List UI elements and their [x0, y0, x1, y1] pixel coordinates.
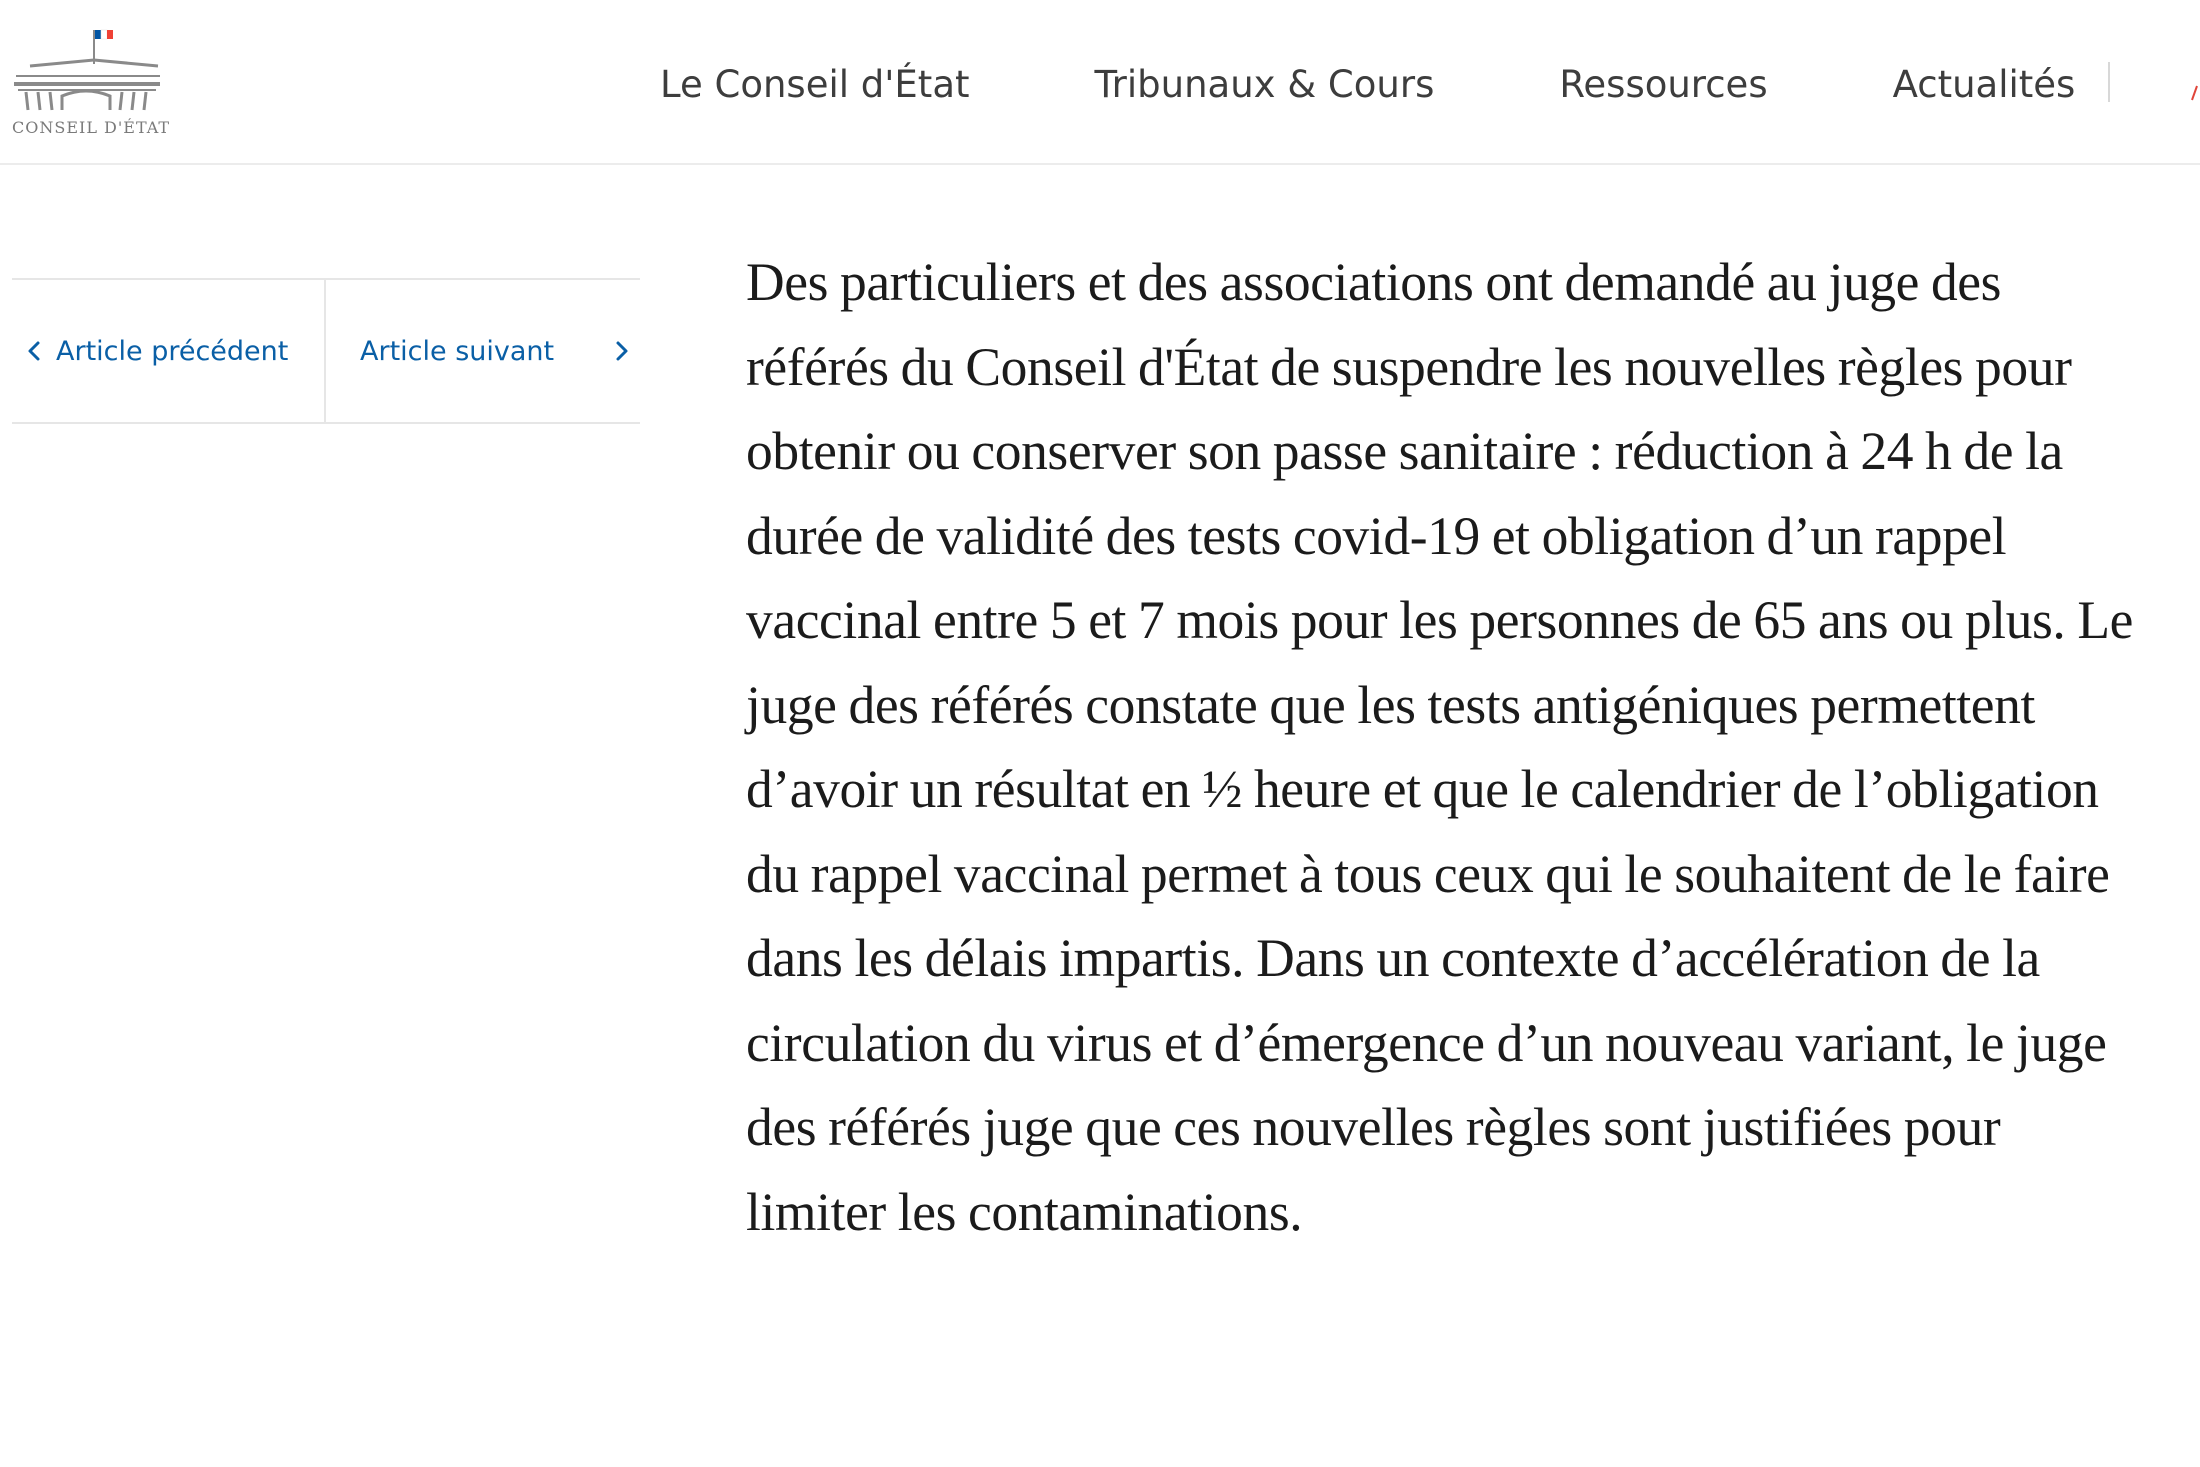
article-lead-paragraph: Des particuliers et des associations ont demandé au juge des référés du Conseil d'État de suspendre les nouvelles règles pour obtenir ou conserver son passe sanitaire : réduction à 24 h de la durée de validité des tests covid-19 et obligation d’un rappel vaccinal entre 5 et 7 mois pour les personnes de 65 ans ou plus. Le juge des référés constate que les tests antigéniques permettent d’avoir un résultat en ½ heure et que le calendrier de l’obligation du rappel vaccinal permet à tous ceux qui le souhaitent de le faire dans les délais impartis. Dans un contexte d’accélération de la circulation du virus et d’émergence d’un nouveau variant, le juge des référés juge que ces nouvelles règles sont justifiées pour limiter les contaminations. — [746, 252, 2133, 1242]
previous-article-link[interactable] — [20, 280, 320, 422]
site-header — [0, 0, 2200, 165]
nav-divider — [2108, 62, 2110, 102]
article-pager — [12, 278, 640, 424]
logo-text: CONSEIL D'ÉTAT — [12, 118, 171, 137]
cut-off-nav-icon[interactable] — [2190, 84, 2198, 102]
site-logo[interactable] — [10, 24, 171, 142]
palais-royal-building-icon — [10, 24, 160, 118]
nav-item-actualites[interactable]: Actualités — [1892, 62, 2076, 106]
nav-item-conseil-d-etat[interactable]: Le Conseil d'État — [660, 62, 970, 106]
nav-item-ressources[interactable]: Ressources — [1559, 62, 1768, 106]
chevron-left-icon — [24, 340, 46, 362]
main-nav — [660, 58, 2075, 110]
article-content — [746, 240, 2136, 1254]
next-article-label: Article suivant — [360, 335, 555, 367]
nav-item-tribunaux-cours[interactable]: Tribunaux & Cours — [1094, 62, 1435, 106]
chevron-right-icon — [610, 340, 632, 362]
previous-article-label: Article précédent — [56, 335, 289, 367]
next-article-link[interactable] — [360, 280, 640, 422]
pager-separator — [324, 280, 326, 422]
